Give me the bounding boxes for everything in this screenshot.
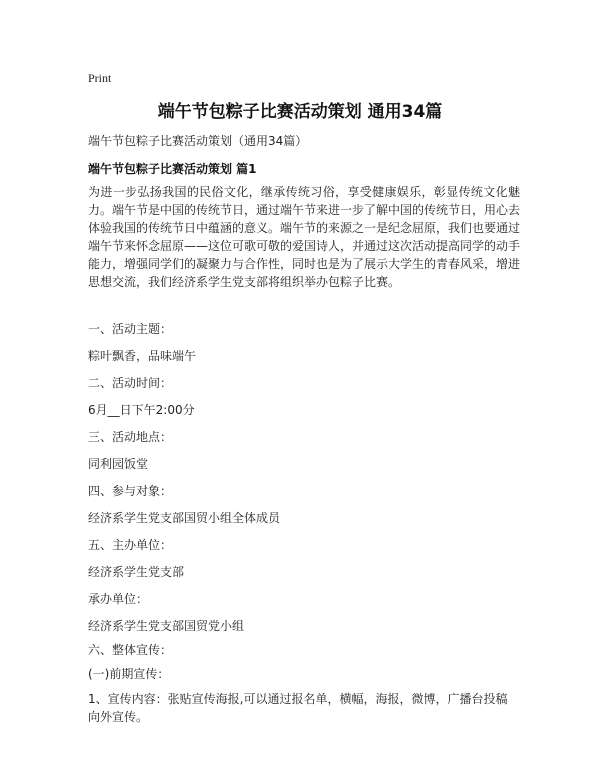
line-host-value: 经济系学生党支部国贸党小组: [88, 619, 245, 633]
line-publicity-heading: 六、整体宣传：: [88, 643, 173, 657]
line-organizer-value: 经济系学生党支部: [88, 565, 185, 579]
line-location-heading: 三、活动地点：: [88, 430, 173, 444]
line-participants-heading: 四、参与对象：: [88, 484, 173, 498]
closing-paragraph: 1、宣传内容：张贴宣传海报,可以通过报名单，横幅，海报，微博，广播台投稿向外宣传。: [88, 692, 508, 724]
line-participants-value: 经济系学生党支部国贸小组全体成员: [88, 511, 281, 525]
print-link[interactable]: Print: [88, 71, 112, 85]
line-theme-heading: 一、活动主题：: [88, 322, 173, 336]
line-time-heading: 二、活动时间：: [88, 376, 173, 390]
intro-paragraph: 为进一步弘扬我国的民俗文化，继承传统习俗，享受健康娱乐，彰显传统文化魅力。端午节是中国的传统节日，通过端午节来进一步了解中国的传统节日，用心去体验我国的传统节日中蕴涵的意义。端午节的来源之一是纪念屈原，我们也要通过端午节来怀念屈原——这位可歌可敬的爱国诗人，并通过这次活动提高同学的动手能力，增强同学们的凝聚力与合作性，同时也是为了展示大学生的青春风采，增进思想交流，我们经济系学生党支部将组织举办包粽子比赛。: [88, 185, 521, 289]
line-early-publicity: (一)前期宣传：: [88, 667, 170, 681]
line-organizer-heading: 五、主办单位：: [88, 538, 173, 552]
line-location-value: 同利园饭堂: [88, 457, 149, 471]
section-heading: 端午节包粽子比赛活动策划 篇1: [88, 162, 257, 176]
document-title: 端午节包粽子比赛活动策划 通用34篇: [157, 102, 443, 122]
document-subtitle: 端午节包粽子比赛活动策划（通用34篇）: [88, 134, 308, 148]
line-host-heading: 承办单位：: [88, 592, 149, 606]
line-time-value: 6月__日下午2:00分: [88, 403, 195, 417]
line-theme-value: 粽叶飘香，品味端午: [88, 349, 197, 363]
